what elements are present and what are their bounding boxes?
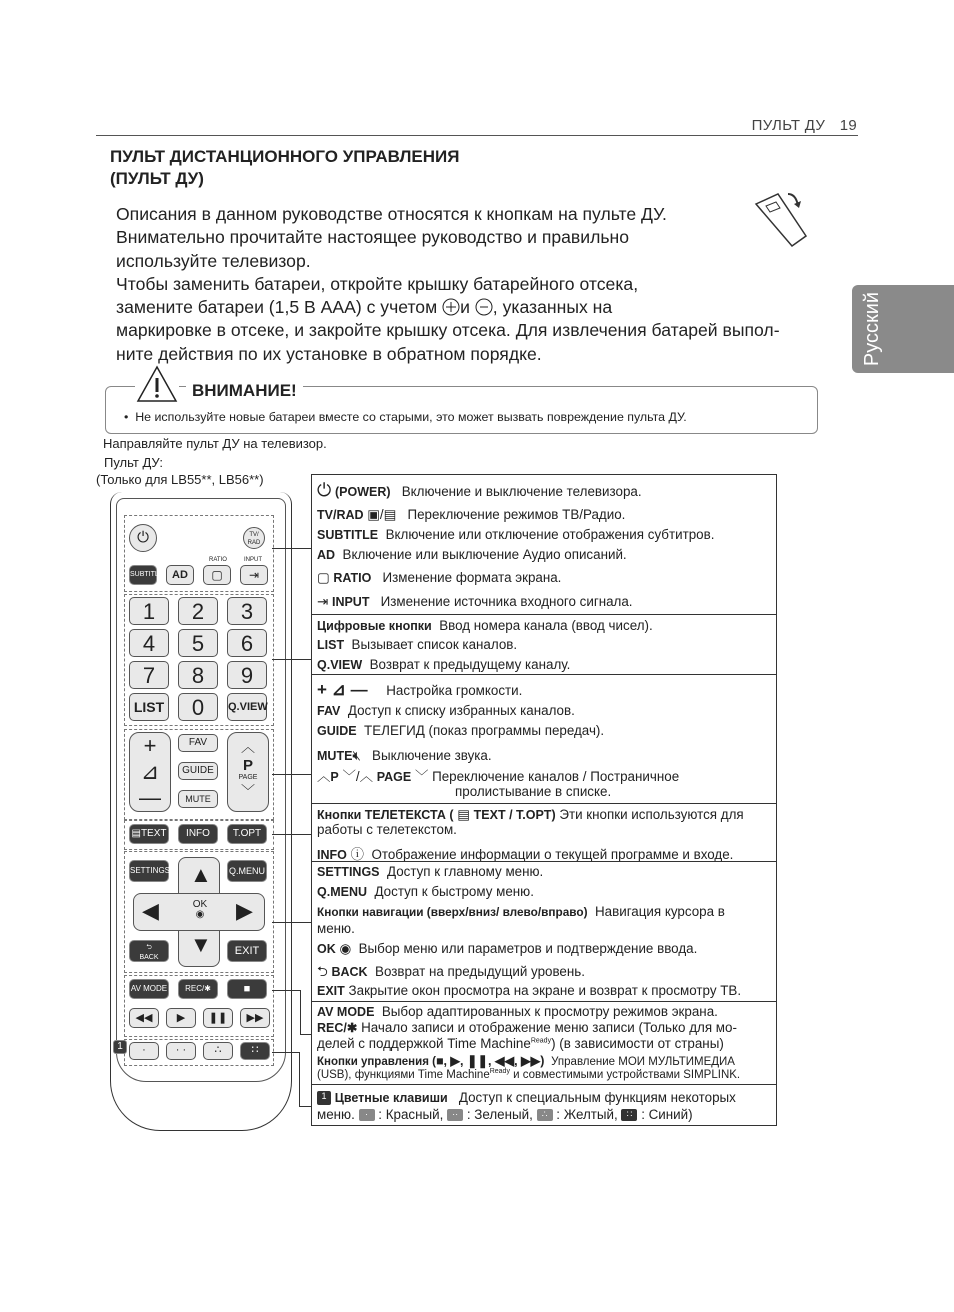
callout-text: Доступ к быстрому меню. xyxy=(374,884,534,899)
callout-label: AV MODE xyxy=(317,1005,375,1019)
pause-button[interactable]: ❚❚ xyxy=(203,1008,233,1028)
text-button-label: TEXT xyxy=(140,828,167,839)
input-icon: ⇥ xyxy=(317,594,329,609)
callout-volume-group: + ⊿ — Настройка громкости. FAV Доступ к списку избранных каналов. GUIDE ТЕЛЕГИД (показ программы передач). MUTE🔇︎ Выключение звука. ︿P ﹀/︿ PAGE ﹀ Переключение каналов / Постраничное пролистывание в списке. xyxy=(311,674,777,804)
callout-label: Кнопки управления ( xyxy=(317,1056,436,1068)
callout-text: Переключение каналов / Постраничное xyxy=(432,769,680,784)
callout-text: Переключение режимов ТВ/Радио. xyxy=(407,507,626,522)
callout-label: Цветные клавиши xyxy=(334,1091,448,1105)
digit-3-button[interactable]: 3 xyxy=(227,597,267,625)
intro-line xyxy=(116,296,836,319)
leader-line xyxy=(272,1052,300,1053)
callout-text: Выключение звука. xyxy=(372,748,492,763)
callout-label: P xyxy=(330,770,339,784)
callout-text: Закрытие окон просмотра на экране и возврат к просмотру ТВ. xyxy=(348,983,742,998)
qmenu-button[interactable]: Q.MENU xyxy=(227,860,267,882)
callout-label: AD xyxy=(317,548,336,562)
callout-label: (POWER) xyxy=(334,485,391,499)
subtitle-button[interactable]: SUBTITLE xyxy=(129,565,157,585)
digit-8-button[interactable]: 8 xyxy=(178,661,218,689)
aim-note: Направляйте пульт ДУ на телевизор. xyxy=(103,436,327,451)
callout-text: Доступ к специальным функциям некоторых xyxy=(458,1090,736,1105)
callout-text: Выбор меню или параметров и подтверждение ввода. xyxy=(358,941,698,956)
avmode-button[interactable]: AV MODE xyxy=(129,979,169,999)
caution-title: ВНИМАНИЕ! xyxy=(186,381,303,401)
ratio-caption: RATIO xyxy=(209,557,227,563)
ratio-icon: ▢ xyxy=(317,570,330,585)
fav-button[interactable]: FAV xyxy=(178,734,218,752)
callout-text: Изменение формата экрана. xyxy=(382,570,562,585)
chevron-down-icon: ﹀ xyxy=(342,769,356,784)
color-key-marker: 1 xyxy=(113,1040,127,1054)
intro-line: Чтобы заменить батареи, откройте крышку батарейного отсека, xyxy=(116,273,639,294)
callout-label: ) xyxy=(540,1054,545,1068)
digit-6-button[interactable]: 6 xyxy=(227,629,267,657)
intro-line: ните действия по их установке в обратном порядке. xyxy=(116,343,542,364)
leader-line xyxy=(299,1052,300,1106)
intro-line: используйте телевизор. xyxy=(116,250,311,271)
callout-power-group xyxy=(311,474,777,615)
callout-text: работы с телетекстом. xyxy=(317,822,457,837)
intro-line: маркировке в отсеке, и закройте крышку отсека. Для извлечения батарей выпол- xyxy=(116,320,780,341)
back-button[interactable]: ⮌ BACK xyxy=(129,940,169,962)
intro-fragment: , указанных на xyxy=(492,297,613,318)
caution-text: • Не используйте новые батареи вместе со старыми, это может вызвать повреждение пульта ДУ. xyxy=(124,410,687,424)
language-tab-label: Русский xyxy=(861,291,883,367)
callout-text: меню. xyxy=(317,921,355,936)
digit-2-button[interactable]: 2 xyxy=(178,597,218,625)
tvrad-button[interactable]: TV/ RAD xyxy=(243,527,265,549)
callout-text: Возврат на предыдущий уровень. xyxy=(375,964,585,979)
callout-text: Эти кнопки используются для xyxy=(559,807,744,822)
callout-text: Настройка громкости. xyxy=(386,683,523,698)
callout-text: ТЕЛЕГИД (показ программы передач). xyxy=(364,723,605,738)
green-key-button[interactable]: · · xyxy=(166,1042,196,1060)
callout-label: BACK xyxy=(331,965,368,979)
chevron-up-icon: ︿ xyxy=(359,769,373,784)
red-key-button[interactable]: · xyxy=(129,1042,159,1060)
list-button[interactable]: LIST xyxy=(129,693,169,721)
plus-polarity-icon xyxy=(442,298,460,316)
intro-text xyxy=(116,203,836,366)
page-label: PAGE xyxy=(238,774,258,781)
header-section: ПУЛЬТ ДУ xyxy=(751,117,826,134)
callout-color-group xyxy=(311,1084,777,1126)
info-icon: ⓘ xyxy=(350,847,364,862)
callout-text: меню. xyxy=(317,1107,355,1122)
caution-text-body: Не используйте новые батареи вместе со старыми, это может вызвать повреждение пульта ДУ. xyxy=(135,410,687,424)
callout-label: Цифровые кнопки xyxy=(317,619,432,633)
ad-button[interactable]: AD xyxy=(166,565,194,585)
page-title xyxy=(110,146,459,190)
blue-key-button[interactable]: ∷ xyxy=(240,1042,270,1060)
yellow-key-icon: ∴ xyxy=(537,1109,553,1121)
intro-line: Внимательно прочитайте настоящее руководство и правильно xyxy=(116,227,630,248)
settings-button[interactable]: SETTINGS xyxy=(129,860,169,882)
callout-text: Включение или выключение Аудио описаний. xyxy=(342,547,627,562)
color-key-marker: 1 xyxy=(317,1091,331,1105)
fast-forward-button[interactable]: ▶▶ xyxy=(240,1008,270,1028)
exit-button[interactable]: EXIT xyxy=(227,940,267,962)
callout-label: SETTINGS xyxy=(317,865,380,879)
yellow-key-button[interactable]: ∴ xyxy=(203,1042,233,1060)
callout-text: : Красный, xyxy=(378,1107,444,1122)
input-button[interactable]: ⇥ xyxy=(240,565,268,585)
chevron-down-icon: ﹀ xyxy=(414,769,429,784)
callout-text: Управление МОИ МУЛЬТИМЕДИА xyxy=(551,1056,735,1068)
digit-4-button[interactable]: 4 xyxy=(129,629,169,657)
volume-icon: + ⊿ — xyxy=(317,680,368,699)
play-button[interactable]: ▶ xyxy=(166,1008,196,1028)
digit-5-button[interactable]: 5 xyxy=(178,629,218,657)
tv-radio-icon: ▣/▤ xyxy=(367,507,397,522)
callout-playback-group xyxy=(311,1001,777,1085)
mute-icon: 🔇︎ xyxy=(352,748,361,763)
leader-line xyxy=(300,990,301,1034)
callout-label: LIST xyxy=(317,638,345,652)
callout-text: : Синий) xyxy=(641,1107,693,1122)
callout-teletext-group xyxy=(311,803,777,862)
intro-fragment: замените батареи (1,5 В AAA) с учетом xyxy=(116,297,438,318)
callout-label: INFO xyxy=(317,848,347,862)
model-note: (Только для LB55**, LB56**) xyxy=(96,472,264,487)
intro-fragment: и xyxy=(460,297,470,318)
callout-text: Включение или отключение отображения субтитров. xyxy=(385,527,715,542)
callout-text: Выбор адаптированных к просмотру режимов экрана. xyxy=(381,1004,718,1019)
power-button[interactable]: ⏻ xyxy=(129,524,157,552)
callout-label: Кнопки навигации (вверх/вниз/ влево/вправо) xyxy=(317,905,588,919)
callout-text: ) (в зависимости от страны) xyxy=(551,1036,724,1051)
digit-1-button[interactable]: 1 xyxy=(129,597,169,625)
callout-label: OK xyxy=(317,942,336,956)
ready-superscript: Ready xyxy=(489,1068,510,1075)
stop-button[interactable]: ■ xyxy=(227,979,267,999)
callout-label: TEXT / T.OPT) xyxy=(473,808,556,822)
volume-rocker[interactable]: + ⊿ — xyxy=(129,732,171,812)
chevron-up-icon: ︿ xyxy=(317,769,331,784)
leader-line xyxy=(272,922,312,923)
callout-text: делей с поддержкой Time Machine xyxy=(317,1036,531,1051)
minus-polarity-icon xyxy=(475,298,493,316)
chevron-up-icon: ︿ xyxy=(241,739,255,755)
digit-7-button[interactable]: 7 xyxy=(129,661,169,689)
callout-navigation-group xyxy=(311,861,777,1002)
text-button[interactable]: ▤TEXT xyxy=(129,824,169,844)
red-key-icon: · xyxy=(359,1109,375,1121)
input-caption: INPUT xyxy=(244,557,262,563)
language-tab xyxy=(852,285,954,373)
nav-up-button[interactable]: ▲ xyxy=(190,862,212,887)
title-line-1: ПУЛЬТ ДИСТАНЦИОННОГО УПРАВЛЕНИЯ xyxy=(110,147,460,166)
nav-down-button[interactable]: ▼ xyxy=(190,932,212,957)
chevron-down-icon: ﹀ xyxy=(241,783,255,799)
callout-text: Навигация курсора в xyxy=(594,904,725,919)
blue-key-icon: ∷ xyxy=(621,1109,637,1121)
callout-label: MUTE xyxy=(317,749,353,763)
green-key-icon: ·· xyxy=(447,1109,463,1121)
ready-superscript: Ready xyxy=(530,1037,552,1045)
rewind-button[interactable]: ◀◀ xyxy=(129,1008,159,1028)
callout-label: INPUT xyxy=(331,595,370,609)
rec-button[interactable]: REC/✱ xyxy=(178,979,218,999)
running-header xyxy=(752,117,857,134)
info-button[interactable]: INFO xyxy=(178,824,218,844)
callout-label: SUBTITLE xyxy=(317,528,379,542)
back-label: BACK xyxy=(139,954,159,961)
callout-text: Изменение источника входного сигнала. xyxy=(380,594,633,609)
playback-icons: ■, ▶, ❚❚, ◀◀, ▶▶ xyxy=(435,1054,541,1068)
leader-line xyxy=(272,659,312,660)
nav-right-button[interactable]: ▶ xyxy=(236,898,253,923)
callout-label: EXIT xyxy=(317,984,345,998)
ok-button[interactable]: OK ◉ xyxy=(192,899,208,920)
callout-text: (USB), функциями Time Machine xyxy=(317,1068,490,1081)
callout-label: REC/✱ xyxy=(317,1021,358,1035)
callout-label: Кнопки ТЕЛЕТЕКСТА ( xyxy=(317,808,454,822)
ok-label: OK xyxy=(192,899,208,910)
callout-text: Возврат к предыдущему каналу. xyxy=(369,657,571,672)
channel-page-rocker[interactable] xyxy=(227,732,269,812)
title-line-2: (ПУЛЬТ ДУ) xyxy=(110,169,204,188)
intro-line: Описания в данном руководстве относятся к кнопкам на пульте ДУ. xyxy=(116,204,667,224)
callout-label: RATIO xyxy=(333,571,372,585)
digit-0-button[interactable]: 0 xyxy=(178,693,218,721)
power-icon: ⏻ xyxy=(317,480,332,500)
remote-label: Пульт ДУ: xyxy=(104,455,164,470)
guide-button[interactable]: GUIDE xyxy=(178,762,218,780)
callout-label: Q.VIEW xyxy=(317,658,363,672)
callout-text: Доступ к главному меню. xyxy=(386,864,544,879)
page-number: 19 xyxy=(839,117,857,134)
ok-icon: ◉ xyxy=(339,941,352,956)
callout-text: Включение и выключение телевизора. xyxy=(401,484,642,499)
callout-text: и совместимыми устройствами SIMPLINK. xyxy=(509,1068,741,1081)
callout-text: Доступ к списку избранных каналов. xyxy=(347,703,575,718)
callout-text: Ввод номера канала (ввод чисел). xyxy=(439,618,653,633)
back-icon: ⮌ xyxy=(317,964,328,979)
p-label: P xyxy=(242,757,253,774)
callout-label: FAV xyxy=(317,704,341,718)
header-rule xyxy=(96,135,858,136)
callout-text: Отображение информации о текущей программе и входе. xyxy=(371,847,734,862)
digit-9-button[interactable]: 9 xyxy=(227,661,267,689)
leader-line xyxy=(272,990,300,991)
callout-text: пролистывание в списке. xyxy=(455,784,612,799)
callout-text: Вызывает список каналов. xyxy=(351,637,518,652)
callout-text: : Зеленый, xyxy=(466,1107,533,1122)
leader-line xyxy=(272,548,312,549)
callout-label: GUIDE xyxy=(317,724,357,738)
topt-button[interactable]: T.OPT xyxy=(227,824,267,844)
callout-label: TV/RAD xyxy=(317,508,364,522)
leader-line xyxy=(272,774,312,775)
leader-line xyxy=(272,834,312,835)
nav-left-button[interactable]: ◀ xyxy=(142,898,159,923)
ratio-button[interactable]: ▢ xyxy=(203,565,231,585)
text-icon: ▤ xyxy=(457,807,470,822)
callout-label: Q.MENU xyxy=(317,885,367,899)
callout-label: PAGE xyxy=(376,770,412,784)
warning-triangle-icon xyxy=(135,364,179,404)
qview-button[interactable]: Q.VIEW xyxy=(227,693,267,721)
callout-digits-group xyxy=(311,614,777,675)
callout-text: Начало записи и отображение меню записи (Только для мо- xyxy=(361,1020,737,1035)
callout-text: : Желтый, xyxy=(556,1107,618,1122)
mute-button[interactable]: MUTE xyxy=(178,790,218,808)
